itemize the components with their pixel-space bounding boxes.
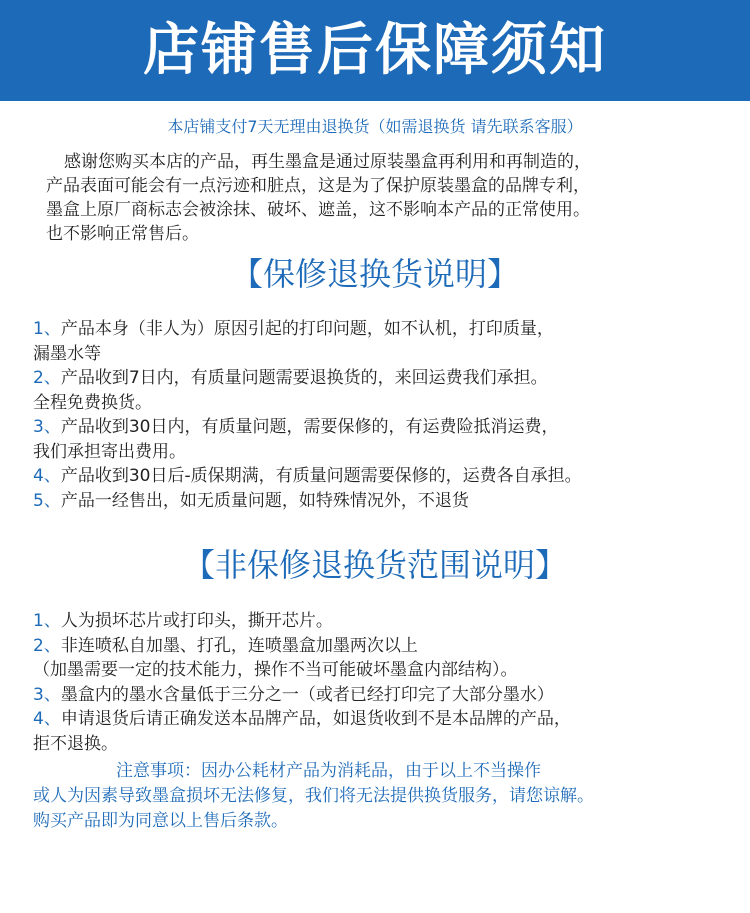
intro-line: 感谢您购买本店的产品，再生墨盒是通过原装墨盒再利用和再制造的， [64,152,591,172]
item-number: 4、 [33,466,61,486]
item-text: 产品收到30日后-质保期满，有质量问题需要保修的，运费各自承担。 [60,466,582,486]
footer-line: 注意事项：因办公耗材产品为消耗品，由于以上不当操作 [116,761,541,781]
footer-line: 购买产品即为同意以上售后条款。 [33,811,288,831]
item-text: 非连喷私自加墨、打孔，连喷墨盒加墨两次以上 [60,635,418,656]
non-warranty-list [33,609,743,756]
list-item [33,317,743,342]
notes-footer [33,759,743,834]
list-item [33,683,743,708]
item-text: 墨盒内的墨水含量低于三分之一（或者已经打印完了大部分墨水） [60,684,554,705]
list-item [33,464,743,489]
list-item [33,366,743,391]
header-banner [0,0,750,101]
list-item-continuation: 漏墨水等 [33,343,101,364]
list-item-continuation: 全程免费换货。 [33,392,152,413]
item-number: 5、 [33,490,61,511]
warranty-list [33,317,743,513]
item-number: 4、 [33,709,61,729]
item-number: 1、 [33,319,61,339]
intro-line: 墨盒上原厂商标志会被涂抹、破坏、遮盖，这不影响本产品的正常使用。 [46,200,590,220]
item-number: 3、 [33,417,61,437]
footer-line: 或人为因素导致墨盒损坏无法修复，我们将无法提供换货服务，请您谅解。 [33,786,594,806]
warranty-section-title: 【保修退换货说明】 [230,255,519,293]
item-text: 申请退货后请正确发送本品牌产品，如退货收到不是本品牌的产品， [60,709,571,729]
list-item-continuation: 我们承担寄出费用。 [33,441,186,462]
list-item [33,634,743,659]
list-item [33,609,743,634]
list-item [33,489,743,514]
list-item [33,415,743,440]
item-text: 人为损坏芯片或打印头，撕开芯片。 [60,611,333,631]
list-item [33,707,743,732]
item-text: 产品本身（非人为）原因引起的打印问题，如不认机，打印质量， [60,319,554,339]
intro-paragraph [46,150,736,246]
item-number: 2、 [33,635,61,656]
item-text: 产品收到7日内，有质量问题需要退换货的，来回运费我们承担。 [60,368,548,388]
intro-line: 也不影响正常售后。 [46,224,199,244]
list-item-continuation: 拒不退换。 [33,733,118,754]
item-number: 2、 [33,368,61,388]
page-title: 店铺售后保障须知 [143,18,607,83]
return-policy-notice: 本店铺支付7天无理由退换货（如需退换货 请先联系客服） [167,117,583,136]
intro-line: 产品表面可能会有一点污迹和脏点，这是为了保护原装墨盒的品牌专利， [46,176,590,196]
list-item-continuation: （加墨需要一定的技术能力，操作不当可能破坏墨盒内部结构）。 [33,660,518,680]
non-warranty-section-title: 【非保修退换货范围说明】 [182,546,567,584]
item-text: 产品一经售出，如无质量问题，如特殊情况外，不退货 [60,490,469,511]
item-number: 1、 [33,611,61,631]
item-number: 3、 [33,684,61,705]
item-text: 产品收到30日内，有质量问题，需要保修的，有运费险抵消运费， [60,417,559,437]
